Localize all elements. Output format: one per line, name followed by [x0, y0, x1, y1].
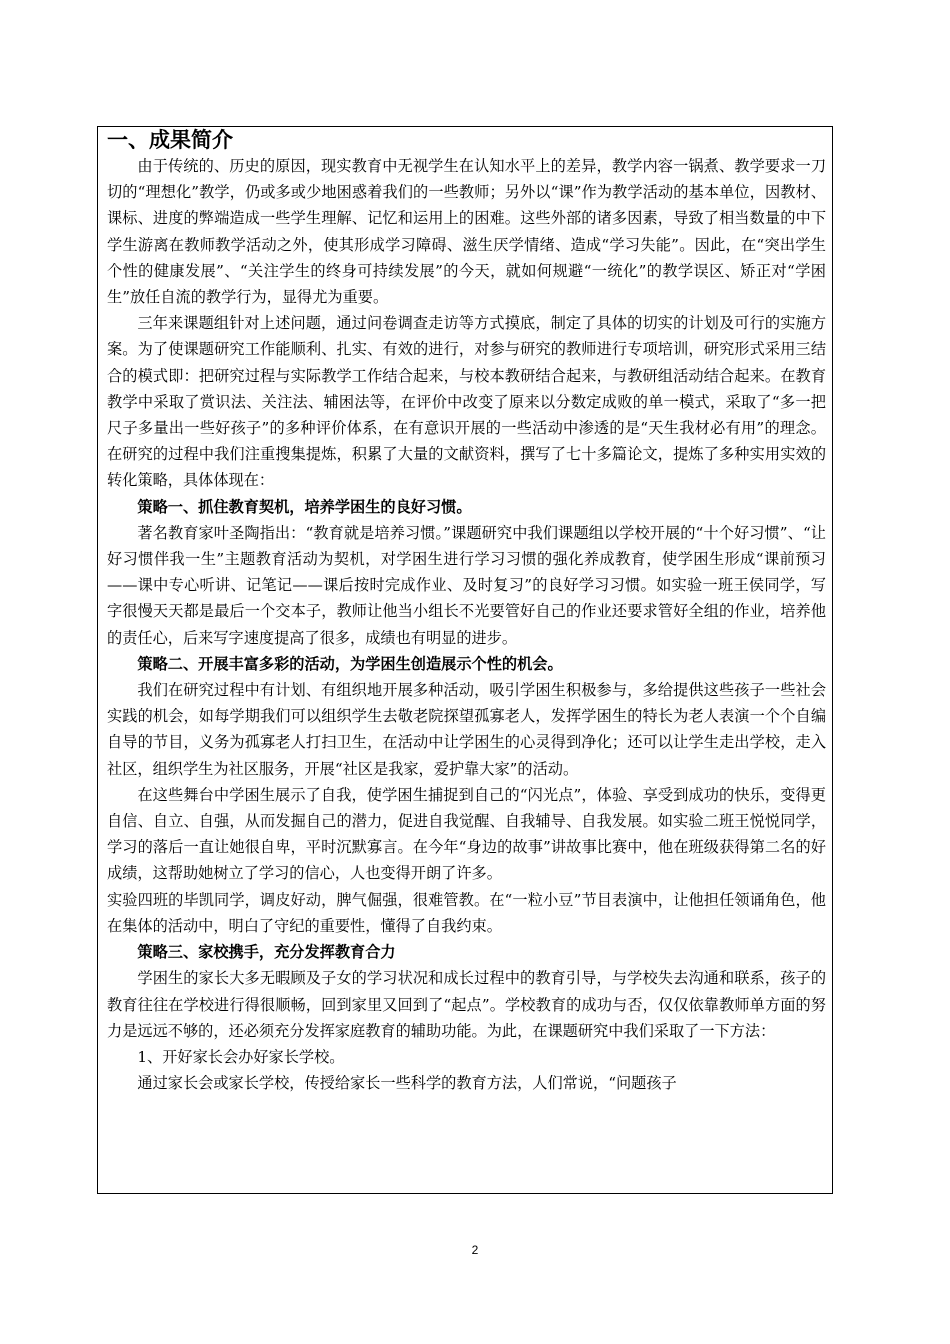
strategy-three-heading: 策略三、家校携手，充分发挥教育合力: [137, 943, 396, 962]
paragraph-strategy-two-example: 在这些舞台中学困生展示了自我，使学困生捕捉到自己的“闪光点”，体验、享受到成功的快乐，变得更自信、自立、自强，从而发掘自己的潜力，促进自我觉醒、自我辅导、自我发展。如实验二班王悦悦同学，学习的落后一直让她很自卑，平时沉默寡言。在今年“身边的故事”讲故事比赛中，他在班级获得第二名的好成绩，这帮助她树立了学习的信心，人也变得开朗了许多。: [107, 785, 826, 883]
paragraph-strategy-one: 著名教育家叶圣陶指出：“教育就是培养习惯。”课题研究中我们课题组以学校开展的“十个好习惯”、“让好习惯伴我一生”主题教育活动为契机，对学困生进行学习习惯的强化养成教育，使学困生形成“课前预习——课中专心听讲、记笔记——课后按时完成作业、及时复习”的良好学习习惯。如实验一班王侯同学，写字很慢天天都是最后一个交本子，教师让他当小组长不光要管好自己的作业还要求管好全组的作业，培养他的责任心，后来写字速度提高了很多，成绩也有明显的进步。: [107, 523, 826, 647]
paragraph-strategy-two: 我们在研究过程中有计划、有组织地开展多种活动，吸引学困生积极参与，多给提供这些孩子一些社会实践的机会，如每学期我们可以组织学生去敬老院探望孤寡老人，发挥学困生的特长为老人表演一个个自编自导的节目，义务为孤寡老人打扫卫生，在活动中让学困生的心灵得到净化；还可以让学生走出学校，走入社区，组织学生为社区服务，开展“社区是我家，爱护靠大家”的活动。: [107, 681, 826, 778]
document-body: [98, 127, 832, 1096]
section-heading: 一、成果简介: [107, 128, 233, 152]
list-item-parent-meeting: 1、开好家长会办好家长学校。: [137, 1047, 345, 1066]
paragraph-strategy-three: 学困生的家长大多无暇顾及子女的学习状况和成长过程中的教育引导，与学校失去沟通和联系，孩子的教育往往在学校进行得很顺畅，回到家里又回到了“起点”。学校教育的成功与否，仅仅依靠教师单方面的努力是远远不够的，还必须充分发挥家庭教育的辅助功能。为此，在课题研究中我们采取了一下方法：: [107, 969, 826, 1040]
paragraph-parent-meeting: 通过家长会或家长学校，传授给家长一些科学的教育方法，人们常说，“问题孩子: [137, 1074, 677, 1093]
content-frame: [97, 126, 833, 1194]
paragraph-intro: 由于传统的、历史的原因，现实教育中无视学生在认知水平上的差异，教学内容一锅煮、教学要求一刀切的“理想化”教学，仍或多或少地困惑着我们的一些教师；另外以“课”作为教学活动的基本单位，因教材、课标、进度的弊端造成一些学生理解、记忆和运用上的困难。这些外部的诸多因素，导致了相当数量的中下学生游离在教师教学活动之外，使其形成学习障碍、滋生厌学情绪、造成“学习失能”。因此，在“突出学生个性的健康发展”、“关注学生的终身可持续发展”的今天，就如何规避“一统化”的教学误区、矫正对“学困生”放任自流的教学行为，显得尤为重要。: [107, 157, 826, 307]
strategy-two-heading: 策略二、开展丰富多彩的活动，为学困生创造展示个性的机会。: [137, 654, 563, 673]
strategy-one-heading: 策略一、抓住教育契机，培养学困生的良好习惯。: [137, 497, 472, 516]
page-number: 2: [471, 1243, 479, 1257]
paragraph-strategy-two-example-2: 实验四班的毕凯同学，调皮好动，脾气倔强，很难管教。在“一粒小豆”节目表演中，让他担任领诵角色，他在集体的活动中，明白了守纪的重要性，懂得了自我约束。: [107, 890, 826, 935]
paragraph-methods: 三年来课题组针对上述问题，通过问卷调查走访等方式摸底，制定了具体的切实的计划及可行的实施方案。为了使课题研究工作能顺利、扎实、有效的进行，对参与研究的教师进行专项培训，研究形式采用三结合的模式即：把研究过程与实际教学工作结合起来，与校本教研结合起来，与教研组活动结合起来。在教育教学中采取了赏识法、关注法、辅困法等，在评价中改变了原来以分数定成败的单一模式，采取了“多一把尺子多量出一些好孩子”的多种评价体系，在有意识开展的一些活动中渗透的是“天生我材必有用”的理念。在研究的过程中我们注重搜集提炼，积累了大量的文献资料，撰写了七十多篇论文，提炼了多种实用实效的转化策略，具体体现在：: [107, 314, 826, 490]
